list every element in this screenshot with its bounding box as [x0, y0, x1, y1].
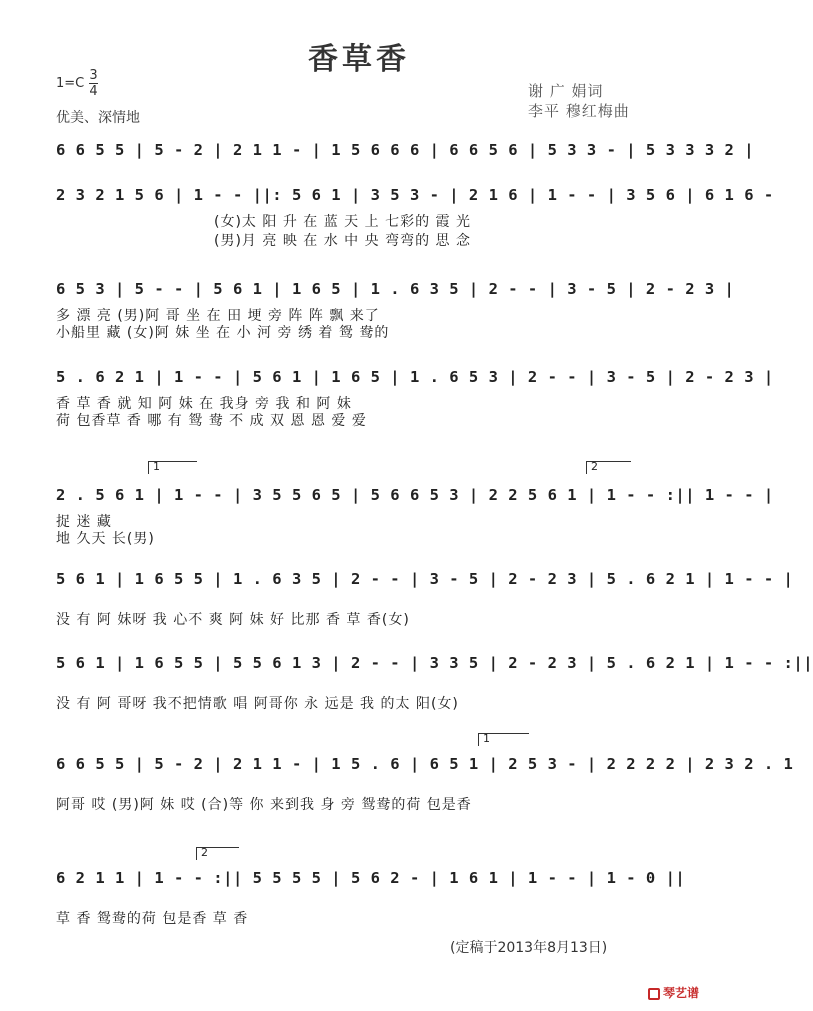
lyric-line: 小船里 藏 (女)阿 妹 坐 在 小 河 旁 绣 着 鸳 鸯的	[56, 325, 390, 341]
notation-row: 2 3 2 1 5 6 | 1 - - ||: 5 6 1 | 3 5 3 - | 2 1 6 | 1 - - | 3 5 6 | 6 1 6 -	[56, 186, 774, 204]
logo-text: 琴艺谱	[663, 986, 700, 1000]
logo-icon	[648, 988, 660, 1000]
notation-row: 5 . 6 2 1 | 1 - - | 5 6 1 | 1 6 5 | 1 . 6 5 3 | 2 - - | 3 - 5 | 2 - 2 3 |	[56, 368, 774, 386]
volta-bracket-second: 2	[586, 461, 631, 474]
lyric-line: (女)太 阳 升 在 蓝 天 上 七彩的 霞 光	[214, 214, 471, 230]
time-numerator: 3	[89, 68, 98, 83]
lyric-line: 多 漂 亮 (男)阿 哥 坐 在 田 埂 旁 阵 阵 飘 来了	[56, 308, 380, 324]
site-logo	[648, 984, 699, 1001]
volta-bracket-first: 1	[478, 733, 529, 746]
notation-row: 6 2 1 1 | 1 - - :|| 5 5 5 5 | 5 6 2 - | 1 6 1 | 1 - - | 1 - 0 ||	[56, 869, 686, 887]
notation-row: 6 5 3 | 5 - - | 5 6 1 | 1 6 5 | 1 . 6 3 5 | 2 - - | 3 - 5 | 2 - 2 3 |	[56, 280, 735, 298]
lyric-line: 没 有 阿 妹呀 我 心不 爽 阿 妹 好 比那 香 草 香(女)	[56, 612, 410, 628]
notation-row: 2 . 5 6 1 | 1 - - | 3 5 5 6 5 | 5 6 6 5 3 | 2 2 5 6 1 | 1 - - :|| 1 - - |	[56, 486, 774, 504]
lyric-line: 阿哥 哎 (男)阿 妹 哎 (合)等 你 来到我 身 旁 鸳鸯的荷 包是香	[56, 797, 472, 813]
composer-credit: 李平 穆红梅曲	[528, 102, 630, 120]
notation-row: 6 6 5 5 | 5 - 2 | 2 1 1 - | 1 5 . 6 | 6 5 1 | 2 5 3 - | 2 2 2 2 | 2 3 2 . 1	[56, 755, 794, 773]
volta-bracket-second: 2	[196, 847, 239, 860]
volta-bracket-first: 1	[148, 461, 197, 474]
lyricist-credit: 谢 广 娟词	[528, 82, 604, 100]
notation-row: 5 6 1 | 1 6 5 5 | 5 5 6 1 3 | 2 - - | 3 3 5 | 2 - 2 3 | 5 . 6 2 1 | 1 - - :||	[56, 654, 813, 672]
tempo-marking: 优美、深情地	[56, 110, 140, 126]
notation-row: 5 6 1 | 1 6 5 5 | 1 . 6 3 5 | 2 - - | 3 - 5 | 2 - 2 3 | 5 . 6 2 1 | 1 - - |	[56, 570, 794, 588]
lyric-line: 草 香 鸳鸯的荷 包是香 草 香	[56, 911, 249, 927]
lyric-line: 地 久天 长(男)	[56, 531, 155, 547]
key-signature: 1=C	[56, 76, 85, 91]
lyric-line: 没 有 阿 哥呀 我不把情歌 唱 阿哥你 永 远是 我 的太 阳(女)	[56, 696, 459, 712]
song-title: 香草香	[308, 42, 410, 77]
lyric-line: 香 草 香 就 知 阿 妹 在 我身 旁 我 和 阿 妹	[56, 396, 352, 412]
notation-row: 6 6 5 5 | 5 - 2 | 2 1 1 - | 1 5 6 6 6 | 6 6 5 6 | 5 3 3 - | 5 3 3 3 2 |	[56, 141, 755, 159]
time-signature	[89, 68, 98, 99]
completion-date: (定稿于2013年8月13日)	[450, 940, 608, 956]
time-denominator: 4	[89, 84, 98, 99]
lyric-line: 荷 包香草 香 哪 有 鸳 鸯 不 成 双 恩 恩 爱 爱	[56, 413, 367, 429]
lyric-line: (男)月 亮 映 在 水 中 央 弯弯的 思 念	[214, 233, 471, 249]
lyric-line: 捉 迷 藏	[56, 514, 112, 530]
